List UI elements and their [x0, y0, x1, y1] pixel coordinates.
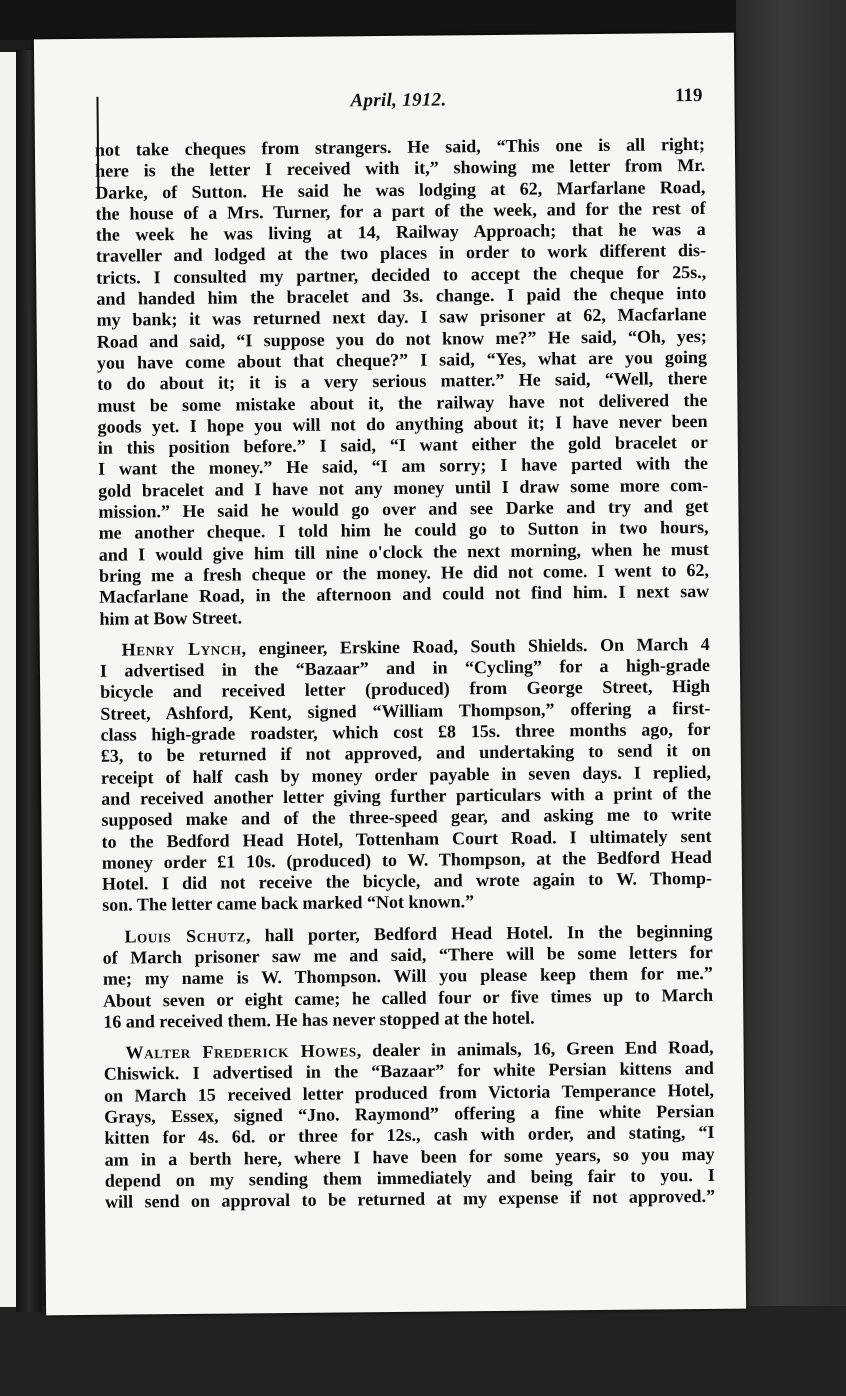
text-line: me; my name is W. Thompson. Will you please keep them for me.” [102, 963, 713, 990]
text-line: Road and said, “I suppose you do not know me?” He said, “Oh, yes; [96, 325, 707, 352]
text-line: and received another letter giving further particulars with a print of the [101, 782, 712, 809]
text-line: me another cheque. I told him he could go to Sutton in two hours, [98, 517, 709, 544]
text-line: mission.” He said he would go over and see Darke and try and get [98, 495, 709, 522]
text-line: must be some mistake about it, the railway have not delivered the [97, 389, 708, 416]
running-head: April, 1912. [350, 89, 447, 112]
text-run: , dealer in animals, 16, Green End Road, [356, 1037, 714, 1061]
facing-page-edge [0, 52, 16, 1307]
text-line: £3, to be returned if not approved, and undertaking to send it on [100, 740, 711, 767]
paragraph-witness-schutz [102, 921, 713, 1033]
text-line: him at Bow Street. [99, 606, 243, 629]
text-line: class high-grade roadster, which cost £8 15s. three months ago, for [100, 718, 711, 745]
text-line: the house of a Mrs. Turner, for a part of the week, and for the rest of [95, 197, 706, 224]
text-line: Hotel. I did not receive the bicycle, and wrote again to W. Thomp- [101, 868, 713, 894]
text-line: son. The letter came back marked “Not known.” [102, 891, 475, 916]
text-line: in this position before.” I said, “I want either the gold bracelet or [97, 432, 708, 458]
text-line: depend on my sending them immediately and being fair to you. I [104, 1164, 715, 1191]
witness-name: Henry Lynch [121, 638, 242, 660]
text-line: you have come about that cheque?” I said, “Yes, what are you going [96, 346, 708, 373]
text-line: not take cheques from strangers. He said, “This one is all right; [94, 133, 706, 160]
text-line: to do about it; it is a very serious matter.” He said, “Well, there [97, 368, 708, 395]
page-number: 119 [674, 84, 703, 107]
text-line: tricts. I consulted my partner, decided to accept the cheque for 25s., [96, 261, 707, 288]
paragraph-continuation [95, 134, 710, 630]
text-line: my bank; it was returned next day. I saw prisoner at 62, Macfarlane [96, 304, 707, 331]
text-line: receipt of half cash by money order payable in seven days. I replied, [100, 761, 712, 788]
text-line: gold bracelet and I have not any money until I draw some more com- [98, 474, 709, 501]
page-body [95, 134, 715, 1213]
text-line: money order £1 10s. (produced) to W. Thompson, at the Bedford Head [101, 846, 712, 873]
text-line: am in a berth here, where I have been for some years, so you may [104, 1143, 715, 1170]
book-page [34, 33, 746, 1316]
text-run: , hall porter, Bedford Head Hotel. In the beginning [245, 920, 713, 946]
text-line: kitten for 4s. 6d. or three for 12s., cash with order, and stating, “I [104, 1122, 715, 1149]
text-line: on March 15 received letter produced from Victoria Temperance Hotel, [103, 1079, 715, 1106]
text-line: bring me a fresh cheque or the money. He did not come. I went to 62, [98, 559, 710, 586]
text-line: 16 and received them. He has never stopped at the hotel. [103, 1007, 535, 1032]
text-line: supposed make and of the three-speed gear, and asking me to write [101, 804, 712, 830]
film-border-bottom [0, 1306, 846, 1396]
text-run: , engineer, Erskine Road, South Shields. On March 4 [241, 633, 710, 659]
text-line: here is the letter I received with it,” showing me letter from Mr. [95, 155, 706, 182]
text-line: and I would give him till nine o'clock the next morning, when he must [98, 538, 709, 565]
text-line: I advertised in the “Bazaar” and in “Cycling” for a high-grade [99, 655, 711, 681]
witness-name: Louis Schutz [124, 925, 247, 947]
text-line: to the Bedford Head Hotel, Tottenham Court Road. I ultimately sent [101, 825, 712, 852]
text-line: the week he was living at 14, Railway Approach; that he was a [95, 219, 706, 245]
text-line: bicycle and received letter (produced) from George Street, High [100, 676, 711, 703]
text-line: About seven or eight came; he called four or five times up to March [103, 984, 714, 1011]
film-border-right [736, 0, 846, 1396]
text-line: of March prisoner saw me and said, “There will be some letters for [102, 941, 713, 968]
text-line: Street, Ashford, Kent, signed “William Thompson,” offering a first- [100, 697, 711, 724]
paragraph-witness-lynch [100, 634, 713, 917]
text-line: Grays, Essex, signed “Jno. Raymond” offering a fine white Persian [104, 1100, 715, 1127]
text-line: Macfarlane Road, in the afternoon and could not find him. I next saw [99, 581, 710, 608]
text-line: Chiswick. I advertised in the “Bazaar” for white Persian kittens and [103, 1058, 714, 1085]
text-line: traveller and lodged at the two places in order to work different dis- [95, 240, 707, 267]
text-line: will send on approval to be returned at my expense if not approved.” [104, 1186, 716, 1213]
text-line: goods yet. I hope you will not do anything about it; I have never been [97, 410, 708, 437]
witness-name: Walter Frederick Howes [125, 1040, 357, 1063]
text-line: and handed him the bracelet and 3s. change. I paid the cheque into [96, 283, 707, 309]
text-line: I want the money.” He said, “I am sorry; I have parted with the [97, 453, 709, 480]
paragraph-witness-howes [104, 1037, 716, 1213]
page-header [94, 84, 703, 121]
text-line: Darke, of Sutton. He said he was lodging at 62, Marfarlane Road, [95, 176, 706, 203]
